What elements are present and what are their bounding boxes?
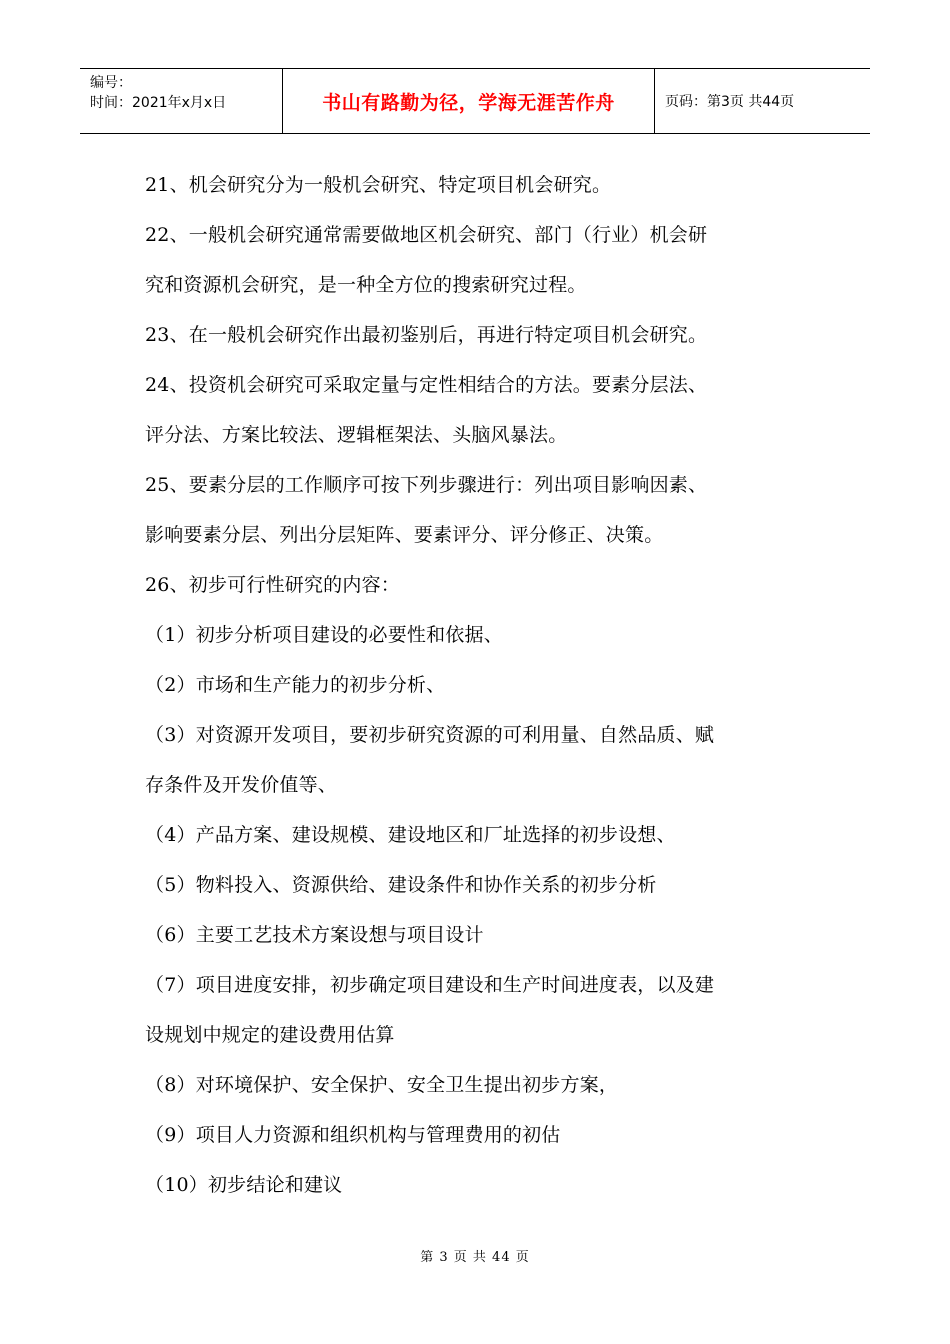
body-line: （6）主要工艺技术方案设想与项目设计: [145, 924, 484, 946]
body-line: 23、在一般机会研究作出最初鉴别后，再进行特定项目机会研究。: [145, 324, 708, 346]
body-line: 24、投资机会研究可采取定量与定性相结合的方法。要素分层法、: [145, 374, 708, 396]
body-line: （10）初步结论和建议: [145, 1174, 343, 1196]
body-line: （9）项目人力资源和组织机构与管理费用的初估: [145, 1124, 561, 1146]
body-line: （8）对环境保护、安全保护、安全卫生提出初步方案，: [145, 1074, 619, 1096]
body-line: （3）对资源开发项目，要初步研究资源的可利用量、自然品质、赋: [145, 724, 715, 746]
body-line: （5）物料投入、资源供给、建设条件和协作关系的初步分析: [145, 874, 657, 896]
body-line: 22、一般机会研究通常需要做地区机会研究、部门（行业）机会研: [145, 224, 708, 246]
document-body: [145, 160, 815, 1210]
body-line: （1）初步分析项目建设的必要性和依据、: [145, 624, 503, 646]
body-line: 26、初步可行性研究的内容：: [145, 574, 400, 596]
page-header: [80, 68, 870, 134]
body-line: 21、机会研究分为一般机会研究、特定项目机会研究。: [145, 174, 612, 196]
document-number-label: 编号：: [90, 75, 132, 91]
body-line: （7）项目进度安排，初步确定项目建设和生产时间进度表，以及建: [145, 974, 715, 996]
body-line: （4）产品方案、建设规模、建设地区和厂址选择的初步设想、: [145, 824, 676, 846]
body-line: 设规划中规定的建设费用估算: [145, 1024, 395, 1046]
header-page-info: 页码：第3页 共44页: [665, 94, 795, 110]
body-line: 究和资源机会研究，是一种全方位的搜索研究过程。: [145, 274, 587, 296]
header-motto: 书山有路勤为径，学海无涯苦作舟: [283, 69, 655, 133]
page-footer: 第 3 页 共 44 页: [420, 1250, 530, 1265]
body-line: 25、要素分层的工作顺序可按下列步骤进行：列出项目影响因素、: [145, 474, 708, 496]
body-line: 存条件及开发价值等、: [145, 774, 338, 796]
body-line: 影响要素分层、列出分层矩阵、要素评分、评分修正、决策。: [145, 524, 664, 546]
body-line: 评分法、方案比较法、逻辑框架法、头脑风暴法。: [145, 424, 568, 446]
document-time-label: 时间：2021年x月x日: [90, 95, 227, 111]
body-line: （2）市场和生产能力的初步分析、: [145, 674, 446, 696]
header-meta: [80, 69, 283, 133]
